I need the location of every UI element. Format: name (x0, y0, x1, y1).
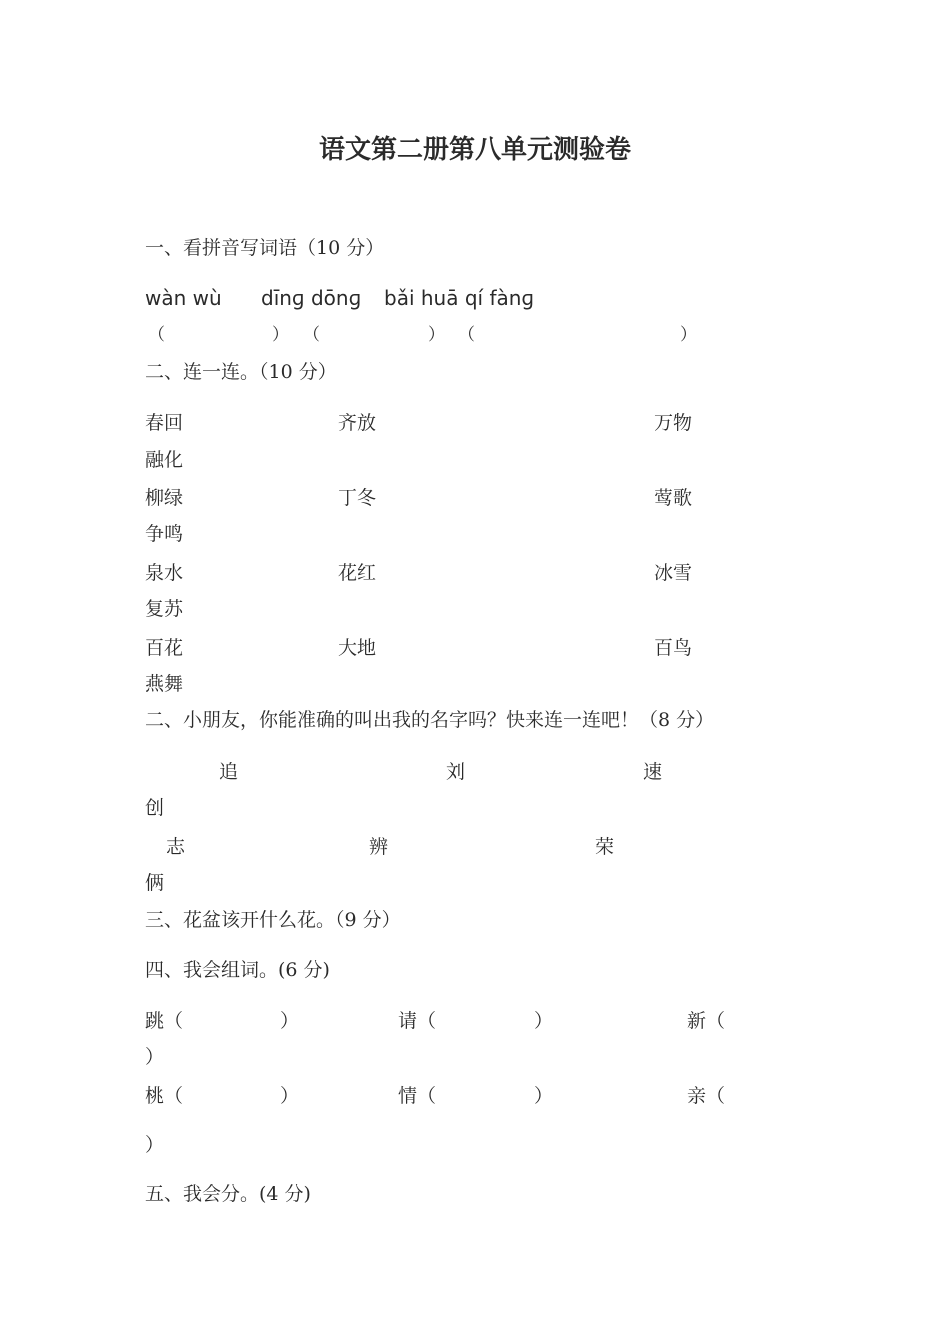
match-word: 柳绿 (145, 487, 184, 509)
word-prompt: 请（ (398, 1010, 437, 1032)
word-blank-close: ） (280, 1010, 300, 1032)
blank-open-3: （ (458, 325, 475, 345)
match-word: 丁冬 (338, 487, 377, 509)
match-word: 万物 (654, 412, 693, 434)
word-blank-close: ） (145, 1046, 165, 1068)
word-blank-close: ） (280, 1085, 300, 1107)
match-word: 泉水 (145, 562, 184, 584)
match-word: 燕舞 (145, 673, 184, 695)
word-prompt: 桃（ (145, 1085, 184, 1107)
section4-heading: 三、花盆该开什么花。（9 分） (145, 909, 401, 931)
word-prompt: 跳（ (145, 1010, 184, 1032)
match-word: 融化 (145, 449, 184, 471)
blank-open-1: （ (148, 325, 165, 345)
word-blank-close: ） (145, 1134, 165, 1156)
section6-heading: 五、我会分。(4 分) (145, 1183, 311, 1205)
word-blank-close: ） (534, 1085, 554, 1107)
word-prompt: 新（ (687, 1010, 726, 1032)
match-word: 齐放 (338, 412, 377, 434)
character: 志 (166, 836, 186, 858)
blank-open-2: （ (303, 325, 320, 345)
pinyin-2: dīnɡ dōnɡ (261, 286, 362, 310)
section2-heading: 二、连一连。（10 分） (145, 361, 337, 383)
character: 追 (219, 761, 239, 783)
match-word: 春回 (145, 412, 184, 434)
blank-close-3: ） (680, 325, 697, 345)
match-word: 复苏 (145, 598, 184, 620)
character: 速 (643, 761, 663, 783)
match-word: 百花 (145, 637, 184, 659)
section1-heading: 一、看拼音写词语（10 分） (145, 237, 385, 259)
match-word: 争鸣 (145, 523, 184, 545)
section3-heading: 二、小朋友，你能准确的叫出我的名字吗？快来连一连吧！（8 分） (145, 709, 715, 731)
word-prompt: 情（ (398, 1085, 437, 1107)
word-prompt: 亲（ (687, 1085, 726, 1107)
match-word: 百鸟 (654, 637, 693, 659)
character: 辨 (369, 836, 389, 858)
page-title: 语文第二册第八单元测验卷 (318, 135, 631, 165)
blank-close-2: ） (428, 325, 445, 345)
word-blank-close: ） (534, 1010, 554, 1032)
match-word: 花红 (338, 562, 377, 584)
section5-heading: 四、我会组词。(6 分) (145, 959, 330, 981)
character: 俩 (145, 872, 165, 894)
character: 刘 (446, 761, 466, 783)
character: 荣 (595, 836, 615, 858)
pinyin-1: wàn wù (145, 286, 222, 310)
match-word: 冰雪 (654, 562, 693, 584)
match-word: 莺歌 (654, 487, 693, 509)
blank-close-1: ） (272, 325, 289, 345)
pinyin-3: bǎi huā qí fànɡ (384, 286, 535, 310)
match-word: 大地 (338, 637, 377, 659)
character: 创 (145, 797, 165, 819)
